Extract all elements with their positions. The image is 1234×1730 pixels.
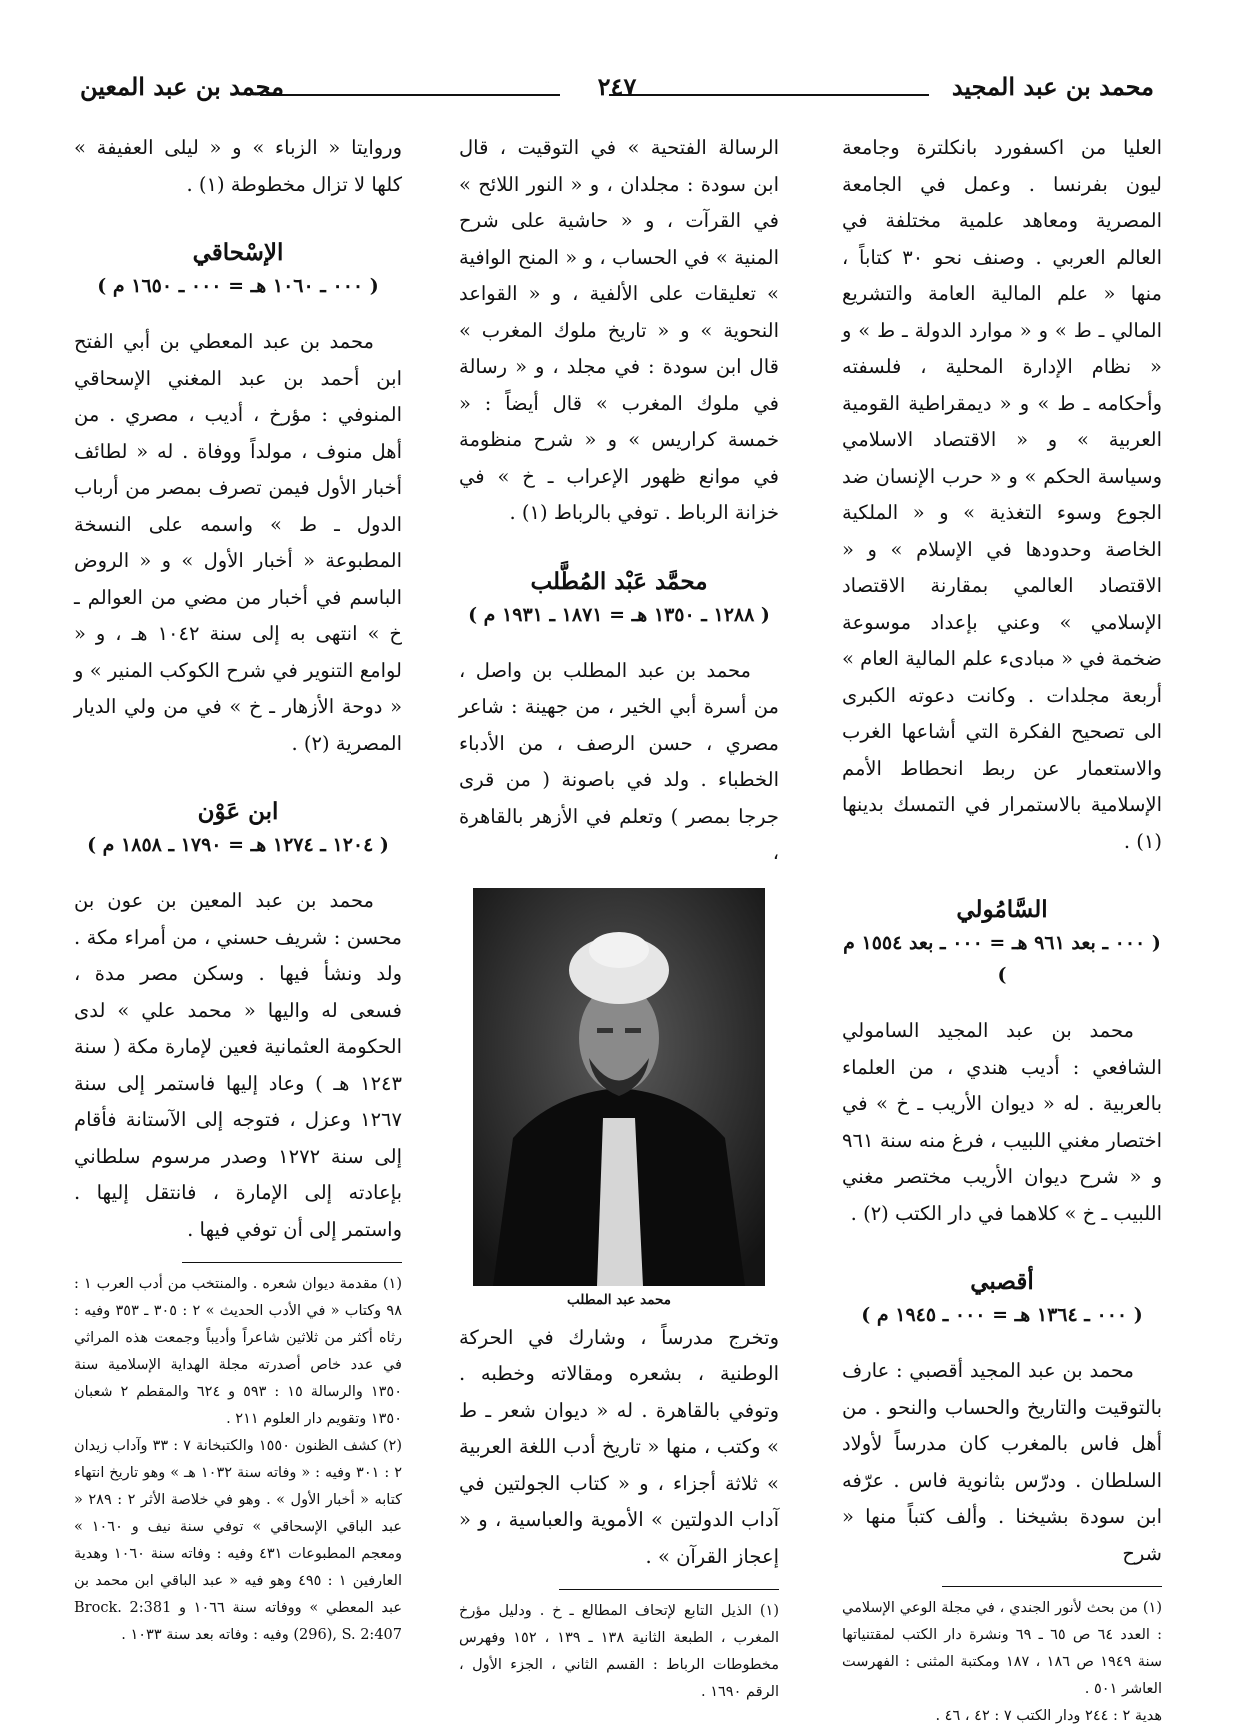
portrait-photo [473,888,765,1286]
entry-title: محمَّد عَبْد المُطَّلب [530,567,708,595]
portrait-image [473,888,765,1286]
header-left-title: محمد بن عبد المعين [80,72,284,101]
entry-title: أقصبي [970,1268,1034,1295]
entry-body: محمد بن عبد المجيد أقصبي : عارف بالتوقيت والتاريخ والحساب والنحو . من أهل فاس بالمغرب كان مدرساً لأولاد السلطان . ودرّس بثانوية فاس . عرّفه ابن سودة بشيخنا . وألف كتباً منها « شرح [842,1359,1162,1565]
entry-body: محمد بن عبد المعطي بن أبي الفتح ابن أحمد بن عبد المغني الإسحاقي المنوفي : مؤرخ ، أديب ، مصري . من أهل منوف ، مولداً ووفاة . له « لطائف أخبار الأول فيمن تصرف بمصر من أرباب الدول ـ ط » واسمه على النسخة المطبوعة « أخبار الأول » و « الروض الباسم في أخبار من مضي من العوالم ـ خ » انتهى به إلى سنة ١٠٤٢ هـ ، و « لوامع التنوير في شرح الكوكب المنير » و « دوحة الأزهار ـ خ » في من ولي الديار المصرية (٢) . [74,330,402,755]
running-header [80,72,1154,116]
continued-paragraph: العليا من اكسفورد بانكلترة وجامعة ليون بفرنسا . وعمل في الجامعة المصرية ومعاهد علمية مختلفة في العالم العربي . وصنف نحو ٣٠ كتاباً ، منها « علم المالية العامة والتشريع المالي ـ ط » و « موارد الدولة ـ ط » و « نظام الإدارة المحلية ، فلسفته وأحكامه ـ ط » و « ديمقراطية القومية العربية » و « الاقتصاد الاسلامي وسياسة الحكم » و « حرب الإنسان ضد الجوع وسوء التغذية » و « الملكية الخاصة وحدودها في الإسلام » و « الاقتصاد العالمي بمقارنة الاقتصاد الإسلامي » وعني بإعداد موسوعة ضخمة في « مبادىء علم المالية العام » أربعة مجلدات . وكانت دعوته الكبرى الى تصحيح الفكرة التي أشاعها الغرب والاستعمار عن ربط انحطاط الأمم الإسلامية بالاستمرار في التمسك بدينها (١) . [842,136,1162,853]
column-right [842,130,1162,1730]
entry-dates: ( ١٢٠٤ ـ ١٢٧٤ هـ = ١٧٩٠ ـ ١٨٥٨ م ) [87,834,389,856]
footnote: (١) من بحث لأنور الجندي ، في مجلة الوعي الإسلامي : العدد ٦٤ ص ٦٥ ـ ٦٩ ونشرة دار الكتب لمقتنياتها سنة ١٩٤٩ ص ١٨٦ ، ١٨٧ ومكتبة المثنى : الفهرست العاشر ٥٠١ . [842,1600,1163,1697]
footnote: (٢) كشف الظنون ١٥٥٠ والكتبخانة ٧ : ٣٣ وآداب زيدان ٢ : ٣٠١ وفيه : « وفاته سنة ١٠٣٢ هـ » وهو تاريخ انتهاء كتابه « أخبار الأول » . وهو في خلاصة الأثر ٢ : ٢٨٩ « عبد الباقي الإسحاقي » توفي سنة نيف و ١٠٦٠ » ومعجم المطبوعات ٤٣١ وفيه : وفاته سنة ١٠٦٠ وهدية العارفين ١ : ٤٩٥ وهو فيه « عبد الباقي ابن محمد بن عبد المعطي » ووفاته سنة ١٠٦٦ و Brock. 2:381 (296), S. 2:407 وفيه : وفاته بعد سنة ١٠٣٣ . [74,1438,403,1643]
footnote-separator [942,1586,1162,1587]
entry-body: محمد بن عبد المطلب بن واصل ، من أسرة أبي الخير ، من جهينة : شاعر مصري ، حسن الرصف ، من الأدباء الخطباء . ولد في باصونة ( من قرى جرجا بمصر ) وتعلم في الأزهر بالقاهرة ، [459,658,779,864]
header-rule-right [609,94,929,96]
header-rule-left [260,94,560,96]
footnote: (١) مقدمة ديوان شعره . والمنتخب من أدب العرب ١ : ٩٨ وكتاب « في الأدب الحديث » ٢ : ٣٠٥ ـ ٣٥٣ وفيه : رثاه أكثر من ثلاثين شاعراً وأديباً وجمعت هذه المراثي في عدد خاص أصدرته مجلة الهداية الإسلامية سنة ١٣٥٠ والرسالة ١٥ : ٥٩٣ و ٦٢٤ والمقطم ٢ شعبان ١٣٥٠ وتقويم دار العلوم ٢١١ . [74,1276,402,1427]
footnote: (١) الذيل التابع لإتحاف المطالع ـ خ . ودليل مؤرخ المغرب ، الطبعة الثانية ١٣٨ ـ ١٣٩ ، ١٥٢ وفهرس مخطوطات الرباط : القسم الثاني ، الجزء الأول ، الرقم ١٦٩٠ . [459,1603,779,1700]
entry-title: الإسْحاقي [192,239,284,266]
entry-body-continued: وتخرج مدرساً ، وشارك في الحركة الوطنية ، بشعره ومقالاته وخطبه . وتوفي بالقاهرة . له « ديوان شعر ـ ط » وكتب ، منها « تاريخ أدب اللغة العربية » ثلاثة أجزاء ، و « كتاب الجولتين في آداب الدولتين » الأموية والعباسية ، و « إعجاز القرآن » . [459,1325,779,1568]
footnote-separator [182,1262,402,1263]
photo-caption: محمد عبد المطلب [567,1291,671,1308]
entry-body: محمد بن عبد المعين بن عون بن محسن : شريف حسني ، من أمراء مكة . ولد ونشأ فيها . وسكن مصر مدة ، فسعى له واليها « محمد علي » لدى الحكومة العثمانية فعين لإمارة مكة ( سنة ١٢٤٣ هـ ) وعاد إليها فاستمر إلى سنة ١٢٦٧ وعزل ، فتوجه إلى الآستانة فأقام إلى سنة ١٢٧٢ وصدر مرسوم سلطاني بإعادته إلى الإمارة ، فانتقل إليها . واستمر إلى أن توفي فيها . [74,889,402,1241]
column-left [74,130,402,1649]
entry-title: ابن عَوْن [197,798,279,825]
entry-dates: ( ٠٠٠ ـ ١٠٦٠ هـ = ٠٠٠ ـ ١٦٥٠ م ) [97,275,379,297]
continued-paragraph: الرسالة الفتحية » في التوقيت ، قال ابن سودة : مجلدان ، و « النور اللائح » في القرآت ، و « حاشية على شرح المنية » في الحساب ، و « المنح الوافية » تعليقات على الألفية ، و « القواعد النحوية » و « تاريخ ملوك المغرب » قال ابن سودة : في مجلد ، و « رسالة في ملوك المغرب » قال أيضاً : « خمسة كراريس » و « شرح منظومة في موانع ظهور الإعراب ـ خ » في خزانة الرباط . توفي بالرباط (١) . [459,136,779,524]
footnote-separator [559,1589,779,1590]
entry-dates: ( ١٢٨٨ ـ ١٣٥٠ هـ = ١٨٧١ ـ ١٩٣١ م ) [468,603,770,626]
continued-paragraph: وروايتا « الزباء » و « ليلى العفيفة » كلها لا تزال مخطوطة (١) . [74,136,402,196]
entry-title: السَّامُولي [956,896,1048,923]
entry-body: محمد بن عبد المجيد السامولي الشافعي : أديب هندي ، من العلماء بالعربية . له « ديوان الأريب ـ خ » في اختصار مغني اللبيب ، فرغ منه سنة ٩٦١ و « شرح ديوان الأريب مختصر مغني اللبيب ـ خ » كلاهما في دار الكتب (٢) . [842,1019,1162,1225]
page-number: ٢٤٧ [597,72,637,101]
header-right-title: محمد بن عبد المجيد [951,72,1154,101]
entry-dates: ( ٠٠٠ ـ ١٣٦٤ هـ = ٠٠٠ ـ ١٩٤٥ م ) [861,1304,1143,1326]
footnote: هدية ٢ : ٢٤٤ ودار الكتب ٧ : ٤٢ ، ٤٦ . [935,1708,1162,1724]
column-middle [459,130,779,1706]
entry-dates: ( ٠٠٠ ـ بعد ٩٦١ هـ = ٠٠٠ ـ بعد ١٥٥٤ م ) [843,932,1161,986]
